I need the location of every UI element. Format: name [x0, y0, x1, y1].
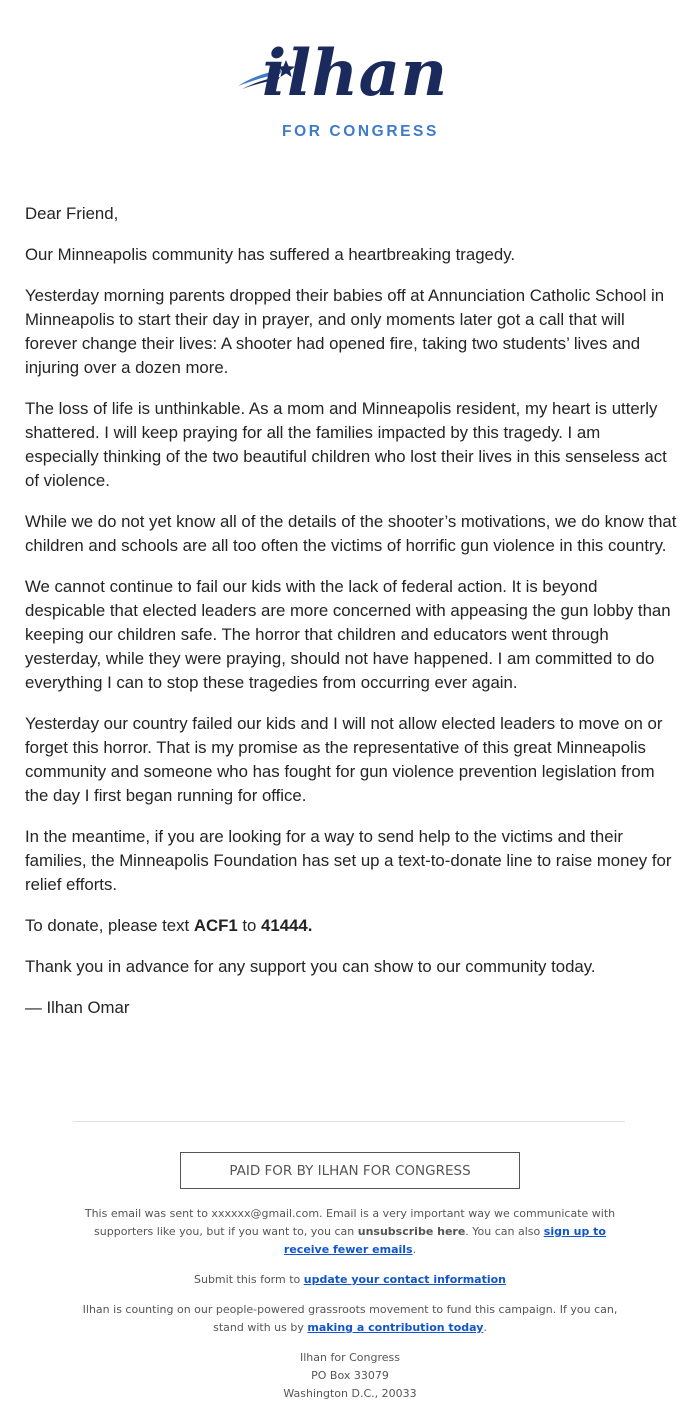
paragraph: We cannot continue to fail our kids with the lack of federal action. It is beyond despicable that elected leaders are more concerned with appeasing the gun lobby than keeping our children safe. The horror that children and educators went through yesterday, while they were praying, should not have happened. I am committed to do everything I can to stop these tragedies from occurring ever again. — [25, 577, 671, 692]
logo — [236, 36, 468, 143]
contribution-link[interactable]: making a contribution today — [307, 1321, 484, 1334]
greeting: Dear Friend, — [25, 204, 119, 223]
fewer-emails-link[interactable]: sign up to receive fewer emails — [283, 1225, 606, 1256]
paragraph: Yesterday morning parents dropped their babies off at Annunciation Catholic School in Minneapolis to start their day in prayer, and only moments later got a call that will forever change their lives: A shooter had opened fire, taking two students’ lives and injuring over a dozen more. — [25, 286, 665, 377]
donate-code: ACF1 — [193, 916, 238, 935]
contribution-notice: Ilhan is counting on our people-powered grassroots movement to fund this campaign. If you can, stand with us by making a contribution today. — [82, 1303, 618, 1334]
mailing-address — [70, 1349, 630, 1403]
email-footer — [70, 1205, 630, 1403]
paragraph: While we do not yet know all of the details of the shooter’s motivations, we do know that children and schools are all too often the victims of horrific gun violence in this country. — [25, 512, 677, 555]
donate-instructions: To donate, please text ACF1 to 41444. — [25, 916, 313, 935]
paragraph: Thank you in advance for any support you can show to our community today. — [25, 957, 596, 976]
contact-update-notice: Submit this form to update your contact information — [193, 1273, 506, 1286]
paragraph: In the meantime, if you are looking for a way to send help to the victims and their families, the Minneapolis Foundation has set up a text-to-donate line to raise money for relief efforts. — [25, 827, 672, 894]
paid-for-disclaimer: PAID FOR BY ILHAN FOR CONGRESS — [180, 1152, 520, 1189]
subscription-notice: This email was sent to xxxxxx@gmail.com. Email is a very important way we communicate with supporters like you, but if you want to, you can unsubscribe here. You can also sign up to receive fewer emails. — [84, 1207, 616, 1256]
paragraph: The loss of life is unthinkable. As a mom and Minneapolis resident, my heart is utterly shattered. I will keep praying for all the families impacted by this tragedy. I am especially thinking of the two beautiful children who lost their lives in this senseless act of violence. — [25, 399, 667, 490]
unsubscribe-link[interactable]: unsubscribe here — [357, 1225, 466, 1238]
address-line: PO Box 33079 — [311, 1369, 389, 1382]
divider — [73, 1121, 625, 1122]
address-line: Washington D.C., 20033 — [283, 1387, 417, 1400]
paragraph: Our Minneapolis community has suffered a heartbreaking tragedy. — [25, 245, 516, 264]
logo-tagline: FOR CONGRESS — [282, 123, 439, 140]
address-line: Ilhan for Congress — [300, 1351, 400, 1364]
letter-body — [25, 202, 677, 1037]
signoff: — Ilhan Omar — [25, 998, 130, 1017]
paragraph: Yesterday our country failed our kids and I will not allow elected leaders to move on or forget this horror. That is my promise as the representative of this great Minneapolis community and someone who has fought for gun violence prevention legislation from the day I first began running for office. — [25, 714, 663, 805]
update-contact-link[interactable]: update your contact information — [303, 1273, 506, 1286]
logo-wordmark: ilhan — [262, 36, 448, 111]
donate-number: 41444. — [261, 916, 313, 935]
